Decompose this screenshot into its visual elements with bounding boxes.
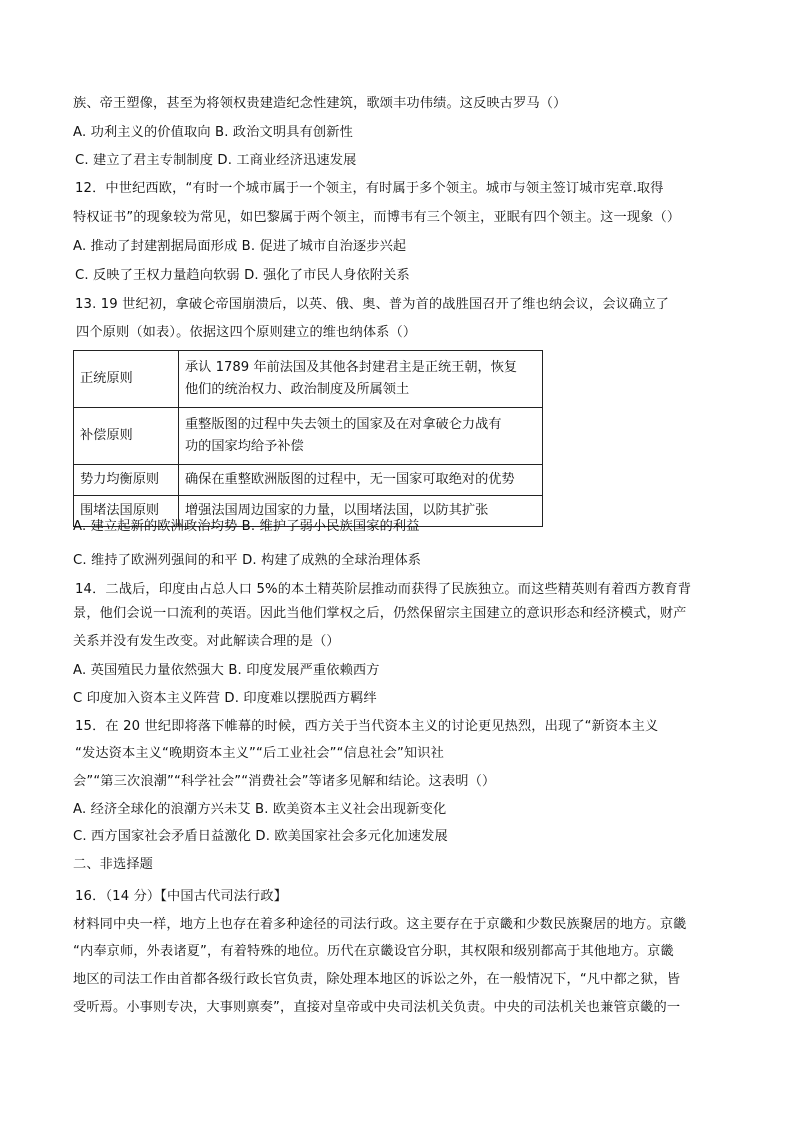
principle-name: 补偿原则 [74,408,179,465]
principle-desc-line: 重整版图的过程中失去领土的国家及在对拿破仑力战有 [185,417,502,432]
q15-options-ab: A. 经济全球化的浪潮方兴未艾 B. 欧美资本主义社会出现新变化 [73,802,447,817]
q12-options-ab: A. 推动了封建割据局面形成 B. 促进了城市自治逐步兴起 [73,239,407,254]
q11-options-ab: A. 功利主义的价值取向 B. 政治文明具有创新性 [73,125,353,140]
principle-name: 势力均衡原则 [74,465,179,496]
principle-desc-line: 他们的统治权力、政治制度及所属领土 [185,382,410,397]
q13-stem-line1: 13. 19 世纪初，拿破仑帝国崩溃后，以英、俄、奥、普为首的战胜国召开了维也纳会议，会议确立了 [75,297,670,312]
q11-stem-tail: 族、帝王塑像，甚至为将领权贵建造纪念性建筑，歌颂丰功伟绩。这反映古罗马（） [73,96,567,111]
q12-stem-line2: 特权证书”的现象较为常见，如巴黎属于两个领主，而博韦有三个领主，亚眠有四个领主。这一现象（） [73,210,681,225]
table-row [74,465,543,496]
vienna-principles-table [73,350,543,527]
principle-name: 围堵法国原则 [74,496,179,527]
principle-desc [179,351,543,408]
principle-desc [179,408,543,465]
q15-options-cd: C. 西方国家社会矛盾日益激化 D. 欧美国家社会多元化加速发展 [73,829,448,844]
q15-stem-line1: 15．在 20 世纪即将落下帷幕的时候，西方关于当代资本主义的讨论更见热烈，出现了“新资本主义 [75,719,659,734]
principle-desc-line: 承认 1789 年前法国及其他各封建君主是正统王朝，恢复 [185,360,518,375]
q14-options-cd: C 印度加入资本主义阵营 D. 印度难以摆脱西方羁绊 [73,691,377,706]
q12-stem-line1: 12．中世纪西欧，“有时一个城市属于一个领主，有时属于多个领主。城市与领主签订城市宪章.取得 [75,181,664,196]
principle-desc: 确保在重整欧洲版图的过程中，无一国家可取绝对的优势 [179,465,543,496]
principle-name: 正统原则 [74,351,179,408]
q15-stem-line3: 会”“第三次浪潮”“科学社会”“消费社会”等诸多见解和结论。这表明（） [73,774,496,789]
principle-desc-line: 功的国家均给予补偿 [185,439,304,454]
q16-material-line2: “内奉京师，外表诸夏”，有着特殊的地位。历代在京畿设官分职，其权限和级别都高于其他地方。京畿 [73,944,674,959]
q14-stem-line2: 景，他们会说一口流利的英语。因此当他们掌权之后，仍然保留宗主国建立的意识形态和经济模式，财产 [73,606,687,621]
principle-desc: 增强法国周边国家的力量，以围堵法国，以防其扩张 [179,496,543,527]
q13-options-cd: C. 维持了欧洲列强间的和平 D. 构建了成熟的全球治理体系 [73,553,422,568]
q16-material-line3: 地区的司法工作由首都各级行政长官负责，除处理本地区的诉讼之外，在一般情况下，“凡中都之狱，皆 [73,972,681,987]
q14-stem-line1: 14．二战后，印度由占总人口 5%的本土精英阶层推动而获得了民族独立。而这些精英则有着西方教育背 [75,582,692,597]
table-row [74,351,543,408]
q16-material-line1: 材料同中央一样，地方上也存在着多种途径的司法行政。这主要存在于京畿和少数民族聚居的地方。京畿 [73,917,687,932]
q13-options-ab: A. 建立起新的欧洲政治均势 B. 维护了弱小民族国家的利益 [73,519,420,534]
q14-stem-line3: 关系并没有发生改变。对此解读合理的是（） [73,634,340,649]
q13-stem-line2: 四个原则（如表）。依据这四个原则建立的维也纳体系（） [76,325,417,340]
q15-stem-line2: “发达资本主义“晚期资本主义”“后工业社会”“信息社会”知识社 [75,746,444,761]
section-heading-nonchoice: 二、非选择题 [73,857,154,872]
q16-title: 16．（14 分）【中国古代司法行政】 [75,889,288,904]
q14-options-ab: A. 英国殖民力量依然强大 B. 印度发展严重依赖西方 [73,663,380,678]
q12-options-cd: C. 反映了王权力量趋向软弱 D. 强化了市民人身依附关系 [75,268,410,283]
table-row [74,408,543,465]
q11-options-cd: C. 建立了君主专制制度 D. 工商业经济迅速发展 [75,153,357,168]
q16-material-line4: 受听焉。小事则专决，大事则禀奏”，直接对皇帝或中央司法机关负责。中央的司法机关也兼管京畿的一 [73,1000,681,1015]
